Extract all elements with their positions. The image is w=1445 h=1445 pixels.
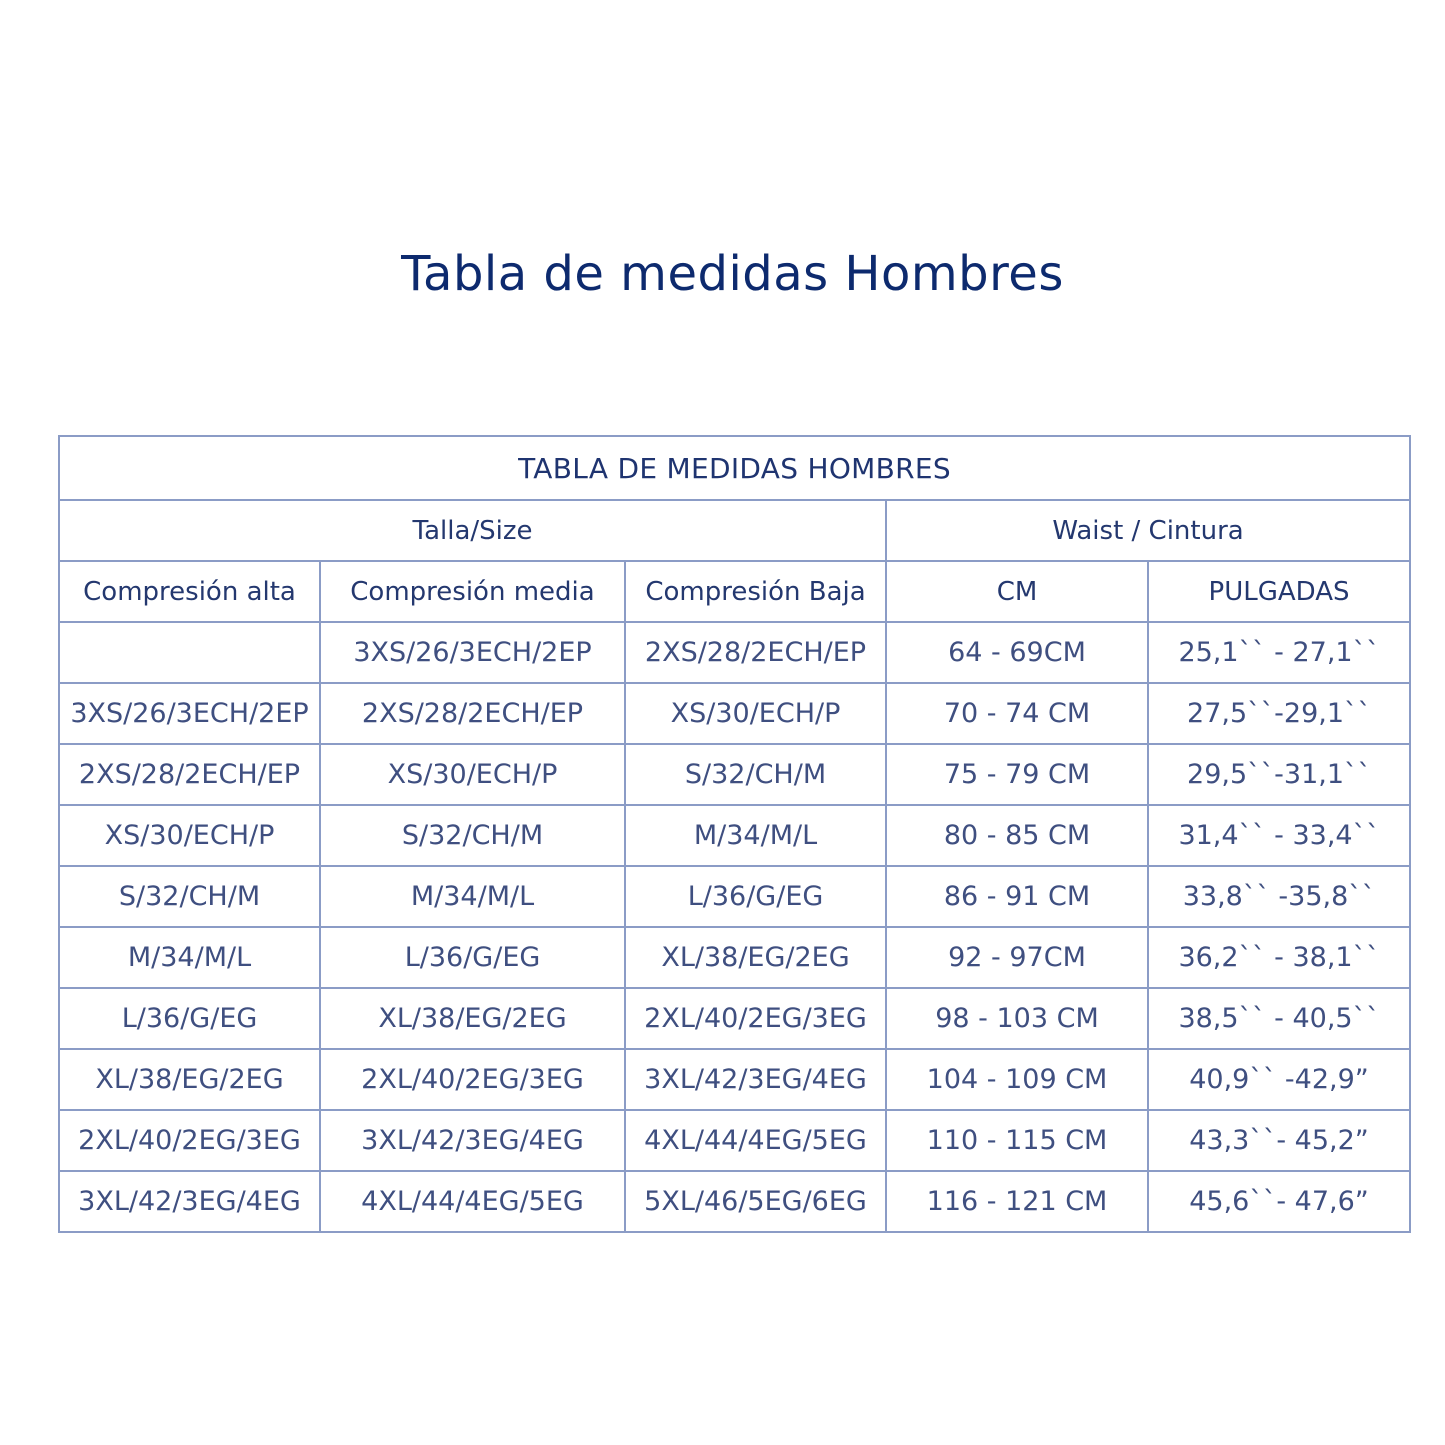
page-title: Tabla de medidas Hombres — [401, 246, 1064, 302]
cell-compresion-baja: 4XL/44/4EG/5EG — [625, 1110, 886, 1171]
column-header-row — [59, 561, 1410, 622]
cell-compresion-alta: 2XS/28/2ECH/EP — [59, 744, 320, 805]
table-row — [59, 866, 1410, 927]
table-title-row — [59, 436, 1410, 500]
table-title: TABLA DE MEDIDAS HOMBRES — [59, 436, 1410, 500]
cell-compresion-alta: 2XL/40/2EG/3EG — [59, 1110, 320, 1171]
cell-compresion-alta: S/32/CH/M — [59, 866, 320, 927]
cell-pulgadas: 45,6``- 47,6” — [1148, 1171, 1410, 1232]
cell-compresion-baja: M/34/M/L — [625, 805, 886, 866]
cell-compresion-media: XS/30/ECH/P — [320, 744, 625, 805]
cell-compresion-media: M/34/M/L — [320, 866, 625, 927]
cell-pulgadas: 33,8`` -35,8`` — [1148, 866, 1410, 927]
cell-cm: 86 - 91 CM — [886, 866, 1148, 927]
cell-pulgadas: 29,5``-31,1`` — [1148, 744, 1410, 805]
cell-compresion-baja: XS/30/ECH/P — [625, 683, 886, 744]
cell-compresion-media: 2XL/40/2EG/3EG — [320, 1049, 625, 1110]
cell-compresion-alta: 3XS/26/3ECH/2EP — [59, 683, 320, 744]
table-body — [59, 622, 1410, 1232]
cell-compresion-alta — [59, 622, 320, 683]
column-header-compresion-media: Compresión media — [320, 561, 625, 622]
cell-pulgadas: 27,5``-29,1`` — [1148, 683, 1410, 744]
cell-cm: 92 - 97CM — [886, 927, 1148, 988]
cell-compresion-alta: XL/38/EG/2EG — [59, 1049, 320, 1110]
cell-cm: 98 - 103 CM — [886, 988, 1148, 1049]
table-row — [59, 1110, 1410, 1171]
cell-compresion-media: 4XL/44/4EG/5EG — [320, 1171, 625, 1232]
cell-compresion-baja: L/36/G/EG — [625, 866, 886, 927]
table-row — [59, 1049, 1410, 1110]
cell-compresion-baja: 2XL/40/2EG/3EG — [625, 988, 886, 1049]
cell-compresion-alta: 3XL/42/3EG/4EG — [59, 1171, 320, 1232]
cell-pulgadas: 31,4`` - 33,4`` — [1148, 805, 1410, 866]
cell-compresion-media: 3XS/26/3ECH/2EP — [320, 622, 625, 683]
column-header-cm: CM — [886, 561, 1148, 622]
cell-compresion-baja: XL/38/EG/2EG — [625, 927, 886, 988]
table-row — [59, 1171, 1410, 1232]
column-header-pulgadas: PULGADAS — [1148, 561, 1410, 622]
cell-cm: 75 - 79 CM — [886, 744, 1148, 805]
cell-compresion-baja: 2XS/28/2ECH/EP — [625, 622, 886, 683]
cell-compresion-media: XL/38/EG/2EG — [320, 988, 625, 1049]
table-row — [59, 805, 1410, 866]
column-header-compresion-alta: Compresión alta — [59, 561, 320, 622]
table-row — [59, 683, 1410, 744]
table-row — [59, 927, 1410, 988]
column-header-compresion-baja: Compresión Baja — [625, 561, 886, 622]
cell-compresion-alta: M/34/M/L — [59, 927, 320, 988]
size-group-header: Talla/Size — [59, 500, 886, 561]
cell-pulgadas: 36,2`` - 38,1`` — [1148, 927, 1410, 988]
cell-pulgadas: 38,5`` - 40,5`` — [1148, 988, 1410, 1049]
cell-compresion-baja: 5XL/46/5EG/6EG — [625, 1171, 886, 1232]
cell-compresion-baja: 3XL/42/3EG/4EG — [625, 1049, 886, 1110]
cell-cm: 104 - 109 CM — [886, 1049, 1148, 1110]
waist-group-header: Waist / Cintura — [886, 500, 1410, 561]
cell-compresion-media: 2XS/28/2ECH/EP — [320, 683, 625, 744]
cell-pulgadas: 40,9`` -42,9” — [1148, 1049, 1410, 1110]
table-row — [59, 622, 1410, 683]
cell-cm: 110 - 115 CM — [886, 1110, 1148, 1171]
group-header-row — [59, 500, 1410, 561]
cell-compresion-baja: S/32/CH/M — [625, 744, 886, 805]
cell-pulgadas: 43,3``- 45,2” — [1148, 1110, 1410, 1171]
cell-compresion-alta: XS/30/ECH/P — [59, 805, 320, 866]
cell-compresion-media: S/32/CH/M — [320, 805, 625, 866]
cell-cm: 80 - 85 CM — [886, 805, 1148, 866]
cell-pulgadas: 25,1`` - 27,1`` — [1148, 622, 1410, 683]
cell-compresion-alta: L/36/G/EG — [59, 988, 320, 1049]
cell-cm: 64 - 69CM — [886, 622, 1148, 683]
table-row — [59, 988, 1410, 1049]
cell-cm: 70 - 74 CM — [886, 683, 1148, 744]
size-chart-table — [58, 435, 1411, 1233]
cell-cm: 116 - 121 CM — [886, 1171, 1148, 1232]
cell-compresion-media: 3XL/42/3EG/4EG — [320, 1110, 625, 1171]
table-row — [59, 744, 1410, 805]
cell-compresion-media: L/36/G/EG — [320, 927, 625, 988]
